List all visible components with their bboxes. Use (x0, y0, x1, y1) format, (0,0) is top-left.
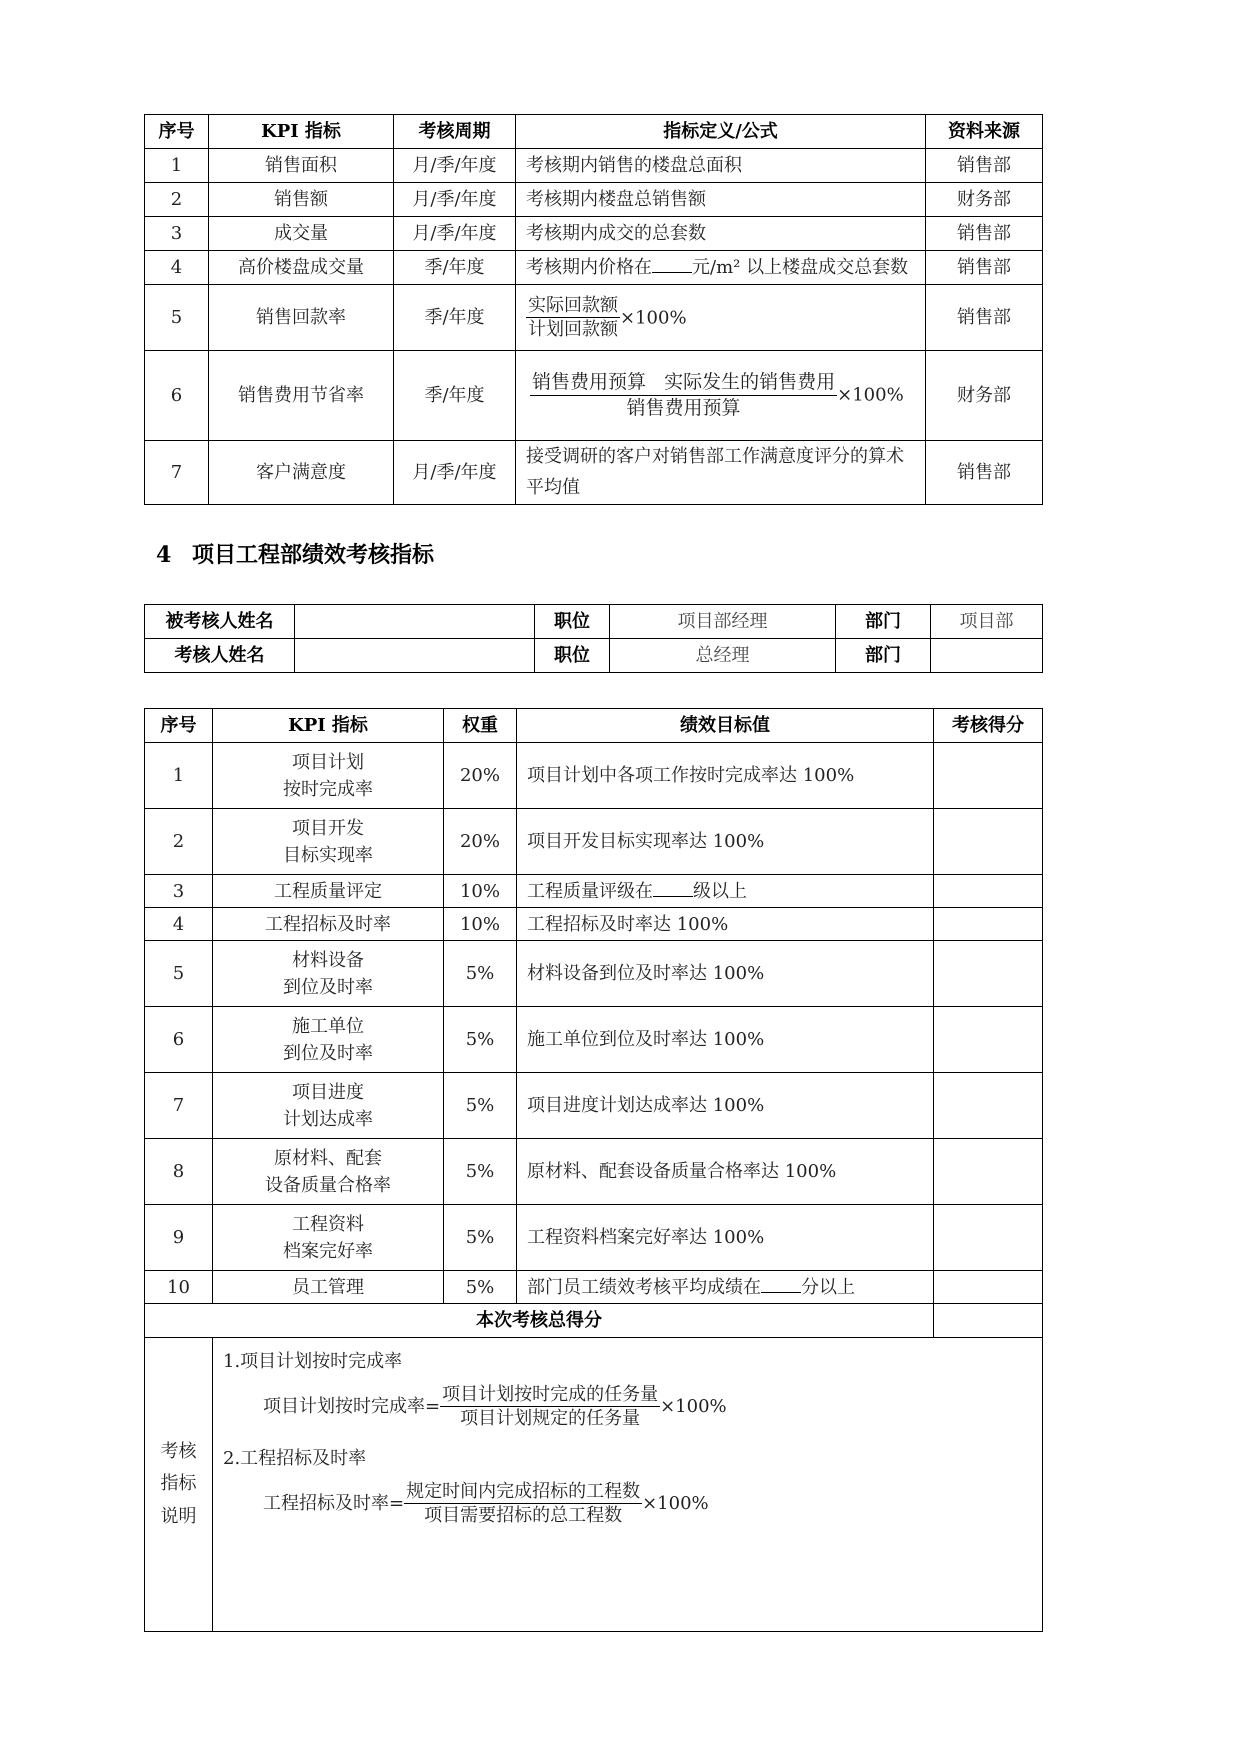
fraction-denominator: 项目计划规定的任务量 (460, 1408, 641, 1430)
fraction-denominator: 销售费用预算 (626, 397, 741, 419)
appraiser-name-value[interactable] (295, 639, 535, 673)
appraisee-info-table (144, 604, 1043, 673)
kpi-line-1: 材料设备 (292, 949, 364, 971)
row-no: 7 (145, 441, 209, 505)
department-value: 项目部 (931, 605, 1043, 639)
fill-in-blank (653, 880, 693, 897)
multiplier: ×100% (642, 1493, 709, 1515)
row-source: 财务部 (926, 351, 1043, 441)
fraction (526, 294, 620, 342)
section-title: 项目工程部绩效考核指标 (192, 542, 435, 568)
total-score-label: 本次考核总得分 (145, 1304, 934, 1338)
row-kpi: 销售回款率 (209, 285, 394, 351)
department-value[interactable] (931, 639, 1043, 673)
table-row (145, 941, 1043, 1007)
position-value: 项目部经理 (610, 605, 836, 639)
kpi-line-1: 工程资料 (292, 1213, 364, 1235)
row-no: 3 (145, 875, 213, 908)
row-target: 工程资料档案完好率达 100% (517, 1205, 934, 1271)
row-score[interactable] (934, 1205, 1043, 1271)
table-row (145, 908, 1043, 941)
row-no: 5 (145, 285, 209, 351)
multiplier: ×100% (620, 307, 687, 328)
row-source: 财务部 (926, 183, 1043, 217)
row-kpi (213, 809, 444, 875)
multiplier: ×100% (660, 1396, 727, 1418)
project-kpi-table (144, 708, 1043, 1632)
row-kpi: 销售额 (209, 183, 394, 217)
row-no: 6 (145, 351, 209, 441)
row-period: 季/年度 (394, 251, 516, 285)
appraiser-name-label: 考核人姓名 (145, 639, 295, 673)
header-period: 考核周期 (394, 115, 516, 149)
row-score[interactable] (934, 908, 1043, 941)
row-source: 销售部 (926, 251, 1043, 285)
row-period: 季/年度 (394, 285, 516, 351)
row-weight: 5% (444, 1139, 517, 1205)
sales-kpi-table (144, 114, 1043, 505)
row-no: 7 (145, 1073, 213, 1139)
row-score[interactable] (934, 809, 1043, 875)
table-row (145, 1139, 1043, 1205)
position-label: 职位 (535, 639, 610, 673)
kpi-line-1: 原材料、配套 (274, 1147, 382, 1169)
row-no: 4 (145, 908, 213, 941)
row-definition: 接受调研的客户对销售部工作满意度评分的算术平均值 (516, 441, 926, 505)
row-target: 项目进度计划达成率达 100% (517, 1073, 934, 1139)
row-weight: 5% (444, 1271, 517, 1304)
note-formula (223, 1383, 1032, 1431)
kpi-line-2: 到位及时率 (283, 976, 373, 998)
fill-in-blank (761, 1276, 801, 1293)
kpi-line-1: 项目开发 (292, 817, 364, 839)
row-kpi: 员工管理 (213, 1271, 444, 1304)
row-target: 施工单位到位及时率达 100% (517, 1007, 934, 1073)
fraction (440, 1383, 660, 1431)
row-score[interactable] (934, 875, 1043, 908)
table-row (145, 1271, 1043, 1304)
row-definition: 考核期内销售的楼盘总面积 (516, 149, 926, 183)
row-weight: 20% (444, 809, 517, 875)
formula-lhs: 工程招标及时率= (263, 1493, 405, 1515)
row-no: 8 (145, 1139, 213, 1205)
department-label: 部门 (836, 605, 931, 639)
note-title: 1.项目计划按时完成率 (223, 1351, 403, 1372)
table-row (145, 251, 1043, 285)
row-source: 销售部 (926, 217, 1043, 251)
row-no: 10 (145, 1271, 213, 1304)
notes-content (213, 1338, 1043, 1632)
row-no: 4 (145, 251, 209, 285)
row-kpi: 销售费用节省率 (209, 351, 394, 441)
row-kpi: 工程质量评定 (213, 875, 444, 908)
header-target: 绩效目标值 (517, 709, 934, 743)
table-row (145, 1073, 1043, 1139)
table-row (145, 743, 1043, 809)
table-row (145, 217, 1043, 251)
row-no: 2 (145, 183, 209, 217)
row-kpi: 客户满意度 (209, 441, 394, 505)
fraction-numerator: 销售费用预算 实际发生的销售费用 (530, 370, 837, 396)
row-no: 5 (145, 941, 213, 1007)
definition-suffix: 元/m² 以上楼盘成交总套数 (692, 257, 909, 278)
row-kpi: 高价楼盘成交量 (209, 251, 394, 285)
row-kpi (213, 941, 444, 1007)
kpi-line-2: 按时完成率 (283, 778, 373, 800)
table-row (145, 1007, 1043, 1073)
row-kpi (213, 1007, 444, 1073)
header-no: 序号 (145, 115, 209, 149)
fill-in-blank (652, 256, 692, 273)
table-header-row (145, 115, 1043, 149)
fraction-denominator: 项目需要招标的总工程数 (424, 1505, 623, 1527)
row-kpi: 工程招标及时率 (213, 908, 444, 941)
table-row (145, 809, 1043, 875)
row-no: 1 (145, 149, 209, 183)
target-suffix: 级以上 (693, 880, 747, 902)
row-source: 销售部 (926, 285, 1043, 351)
kpi-line-2: 设备质量合格率 (265, 1174, 391, 1196)
row-period: 月/季/年度 (394, 183, 516, 217)
row-kpi (213, 1139, 444, 1205)
notes-label-line: 说明 (160, 1505, 197, 1527)
fraction (404, 1480, 642, 1528)
table-row (145, 149, 1043, 183)
row-weight: 5% (444, 1007, 517, 1073)
info-row-appraiser (145, 639, 1043, 673)
kpi-line-2: 目标实现率 (283, 844, 373, 866)
row-source: 销售部 (926, 149, 1043, 183)
row-score[interactable] (934, 1007, 1043, 1073)
table-row (145, 1205, 1043, 1271)
row-no: 3 (145, 217, 209, 251)
row-period: 月/季/年度 (394, 217, 516, 251)
formula-lhs: 项目计划按时完成率= (263, 1396, 441, 1418)
department-label: 部门 (836, 639, 931, 673)
row-period: 月/季/年度 (394, 149, 516, 183)
notes-label-line: 考核 (160, 1440, 197, 1462)
row-weight: 5% (444, 1073, 517, 1139)
row-weight: 20% (444, 743, 517, 809)
row-target (517, 1271, 934, 1304)
info-row-appraisee (145, 605, 1043, 639)
fraction-denominator: 计划回款额 (528, 319, 618, 340)
row-kpi (213, 1073, 444, 1139)
row-target: 工程招标及时率达 100% (517, 908, 934, 941)
notes-row (145, 1338, 1043, 1632)
header-score: 考核得分 (934, 709, 1043, 743)
kpi-line-1: 项目进度 (292, 1081, 364, 1103)
row-weight: 5% (444, 1205, 517, 1271)
row-no: 9 (145, 1205, 213, 1271)
header-kpi: KPI 指标 (209, 115, 394, 149)
row-source: 销售部 (926, 441, 1043, 505)
table-row (145, 285, 1043, 351)
row-kpi (213, 1205, 444, 1271)
notes-label-line: 指标 (160, 1473, 197, 1495)
position-label: 职位 (535, 605, 610, 639)
kpi-line-2: 计划达成率 (283, 1108, 373, 1130)
target-prefix: 工程质量评级在 (527, 880, 653, 902)
table-row (145, 351, 1043, 441)
row-target: 项目开发目标实现率达 100% (517, 809, 934, 875)
total-score-row (145, 1304, 1043, 1338)
row-definition: 考核期内成交的总套数 (516, 217, 926, 251)
row-definition (516, 251, 926, 285)
row-target: 原材料、配套设备质量合格率达 100% (517, 1139, 934, 1205)
row-kpi: 销售面积 (209, 149, 394, 183)
table-row (145, 183, 1043, 217)
appraisee-name-value[interactable] (295, 605, 535, 639)
target-suffix: 分以上 (801, 1276, 855, 1298)
row-formula (516, 285, 926, 351)
row-score[interactable] (934, 743, 1043, 809)
row-score[interactable] (934, 1271, 1043, 1304)
row-score[interactable] (934, 1073, 1043, 1139)
header-weight: 权重 (444, 709, 517, 743)
table-row (145, 441, 1043, 505)
row-kpi (213, 743, 444, 809)
row-weight: 5% (444, 941, 517, 1007)
fraction-numerator: 规定时间内完成招标的工程数 (404, 1480, 642, 1504)
row-weight: 10% (444, 908, 517, 941)
row-no: 2 (145, 809, 213, 875)
row-target: 材料设备到位及时率达 100% (517, 941, 934, 1007)
kpi-line-2: 到位及时率 (283, 1042, 373, 1064)
row-period: 月/季/年度 (394, 441, 516, 505)
note-formula (223, 1480, 1032, 1528)
row-definition: 考核期内楼盘总销售额 (516, 183, 926, 217)
row-score[interactable] (934, 941, 1043, 1007)
row-score[interactable] (934, 1139, 1043, 1205)
row-no: 1 (145, 743, 213, 809)
row-period: 季/年度 (394, 351, 516, 441)
kpi-line-2: 档案完好率 (283, 1240, 373, 1262)
fraction-numerator: 项目计划按时完成的任务量 (440, 1383, 660, 1407)
row-no: 6 (145, 1007, 213, 1073)
row-kpi: 成交量 (209, 217, 394, 251)
row-formula (516, 351, 926, 441)
table-row (145, 875, 1043, 908)
header-kpi: KPI 指标 (213, 709, 444, 743)
row-weight: 10% (444, 875, 517, 908)
table-header-row (145, 709, 1043, 743)
kpi-line-1: 项目计划 (292, 751, 364, 773)
header-definition: 指标定义/公式 (516, 115, 926, 149)
position-value: 总经理 (610, 639, 836, 673)
definition-prefix: 考核期内价格在 (526, 257, 652, 278)
row-target: 项目计划中各项工作按时完成率达 100% (517, 743, 934, 809)
header-no: 序号 (145, 709, 213, 743)
total-score-value[interactable] (934, 1304, 1043, 1338)
section-number: 4 (156, 542, 172, 568)
multiplier: ×100% (837, 385, 904, 406)
kpi-line-1: 施工单位 (292, 1015, 364, 1037)
target-prefix: 部门员工绩效考核平均成绩在 (527, 1276, 761, 1298)
fraction (530, 370, 837, 420)
header-source: 资料来源 (926, 115, 1043, 149)
section-heading (156, 538, 434, 569)
appraisee-name-label: 被考核人姓名 (145, 605, 295, 639)
fraction-numerator: 实际回款额 (526, 294, 620, 318)
note-title: 2.工程招标及时率 (223, 1447, 367, 1469)
notes-label (145, 1338, 213, 1632)
row-target (517, 875, 934, 908)
